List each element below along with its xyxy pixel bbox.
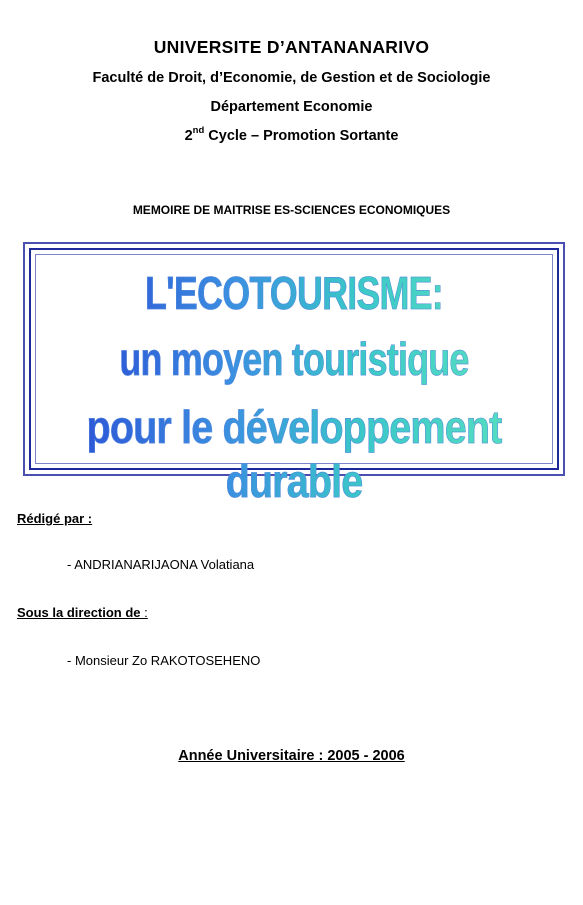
cycle-line [0, 126, 583, 144]
academic-year-line [0, 748, 583, 764]
direction-label: Sous la direction de [17, 605, 141, 620]
cycle-superscript: nd [192, 125, 205, 136]
memoire-type: MEMOIRE DE MAITRISE ES-SCIENCES ECONOMIQUES [132, 203, 451, 217]
direction-label-line [17, 605, 148, 620]
author-name: - ANDRIANARIJAONA Volatiana [67, 557, 255, 572]
title-frame [23, 242, 565, 507]
title-line-3: pour le développement durable [63, 400, 526, 508]
title-line-1: L'ECOTOURISME: [84, 266, 504, 320]
author-label: Rédigé par : [17, 511, 93, 526]
faculty-name: Faculté de Droit, d’Economie, de Gestion et de Sociologie [92, 70, 491, 86]
department-name: Département Economie [210, 99, 373, 115]
university-name: UNIVERSITE D’ANTANANARIVO [153, 37, 430, 57]
direction-colon: : [140, 605, 148, 620]
title-line-2: un moyen touristique [84, 332, 504, 386]
academic-year: Année Universitaire : 2005 - 2006 [178, 748, 405, 764]
supervisor-name: - Monsieur Zo RAKOTOSEHENO [67, 653, 261, 668]
cycle-text: Cycle – Promotion Sortante [204, 127, 399, 144]
cycle-number: 2 [184, 127, 193, 144]
